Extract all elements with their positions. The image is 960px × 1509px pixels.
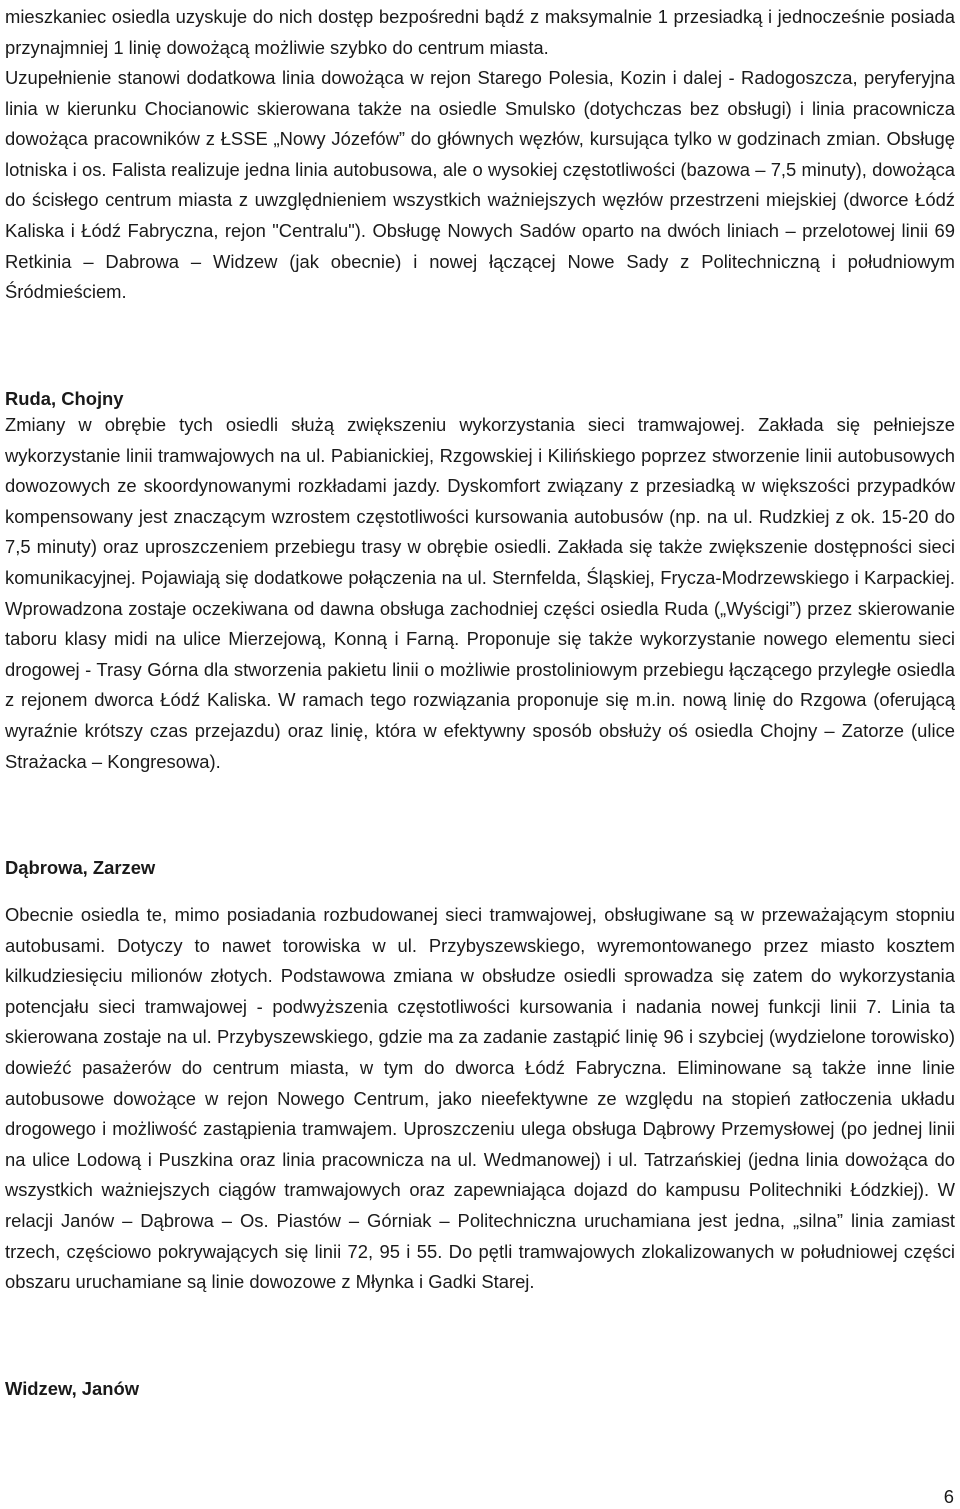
section-heading-dabrowa-zarzew: Dąbrowa, Zarzew: [5, 857, 156, 878]
paragraph-uzupelnienie: Uzupełnienie stanowi dodatkowa linia dowożąca w rejon Starego Polesia, Kozin i dalej - Radogoszcza, peryferyjna linia w kierunku Chocianowic skierowana także na osiedle Smulsko (dotychczas bez obsługi) i linia pracownicza dowożąca pracowników z ŁSSE „Nowy Józefów” do głównych węzłów, kursująca tylko w godzinach zmian. Obsługę lotniska i os. Falista realizuje jedna linia autobusowa, ale o wysokiej częstotliwości (bazowa – 7,5 minuty), dowożąca do ścisłego centrum miasta z uwzględnieniem wszystkich ważniejszych węzłów przestrzeni miejskiej (dworce Łódź Kaliska i Łódź Fabryczna, rejon "Centralu"). Obsługę Nowych Sadów oparto na dwóch liniach – przelotowej linii 69 Retkinia – Dabrowa – Widzew (jak obecnie) i nowej łączącej Nowe Sady z Politechniczną i południowym Śródmieściem.: [5, 67, 955, 303]
section-heading-ruda-chojny: Ruda, Chojny: [5, 388, 124, 409]
paragraph-dabrowa-zarzew: Obecnie osiedla te, mimo posiadania rozbudowanej sieci tramwajowej, obsługiwane są w przeważającym stopniu autobusami. Dotyczy to nawet torowiska w ul. Przybyszewskiego, wyremontowanego przez miasto kosztem kilkudziesięciu milionów złotych. Podstawowa zmiana w obsłudze osiedli sprowadza się zatem do wykorzystania potencjału sieci tramwajowej - podwyższenia częstotliwości kursowania i nadania nowej funkcji linii 7. Linia ta skierowana zostaje na ul. Przybyszewskiego, gdzie ma za zadanie zastąpić linię 96 i szybciej (wydzielone torowisko) dowieźć pasażerów do centrum miasta, w tym do dworca Łódź Fabryczna. Eliminowane są także inne linie autobusowe dowożące w rejon Nowego Centrum, jako nieefektywne ze względu na stopień zatłoczenia układu drogowego i możliwość zastąpienia tramwajem. Uproszczeniu ulega obsługa Dąbrowy Przemysłowej (po jednej linii na ulice Lodową i Puszkina oraz linia pracownicza na ul. Wedmanowej) i ul. Tatrzańskiej (jedna linia dowożąca do wszystkich ważniejszych ciągów tramwajowych oraz zapewniająca dojazd do kampusu Politechniki Łódzkiej). W relacji Janów – Dąbrowa – Os. Piastów – Górniak – Politechniczna uruchamiana jest jedna, „silna” linia zamiast trzech, częściowo pokrywających się linii 72, 95 i 55. Do pętli tramwajowych zlokalizowanych w południowej części obszaru uruchamiane są linie dowozowe z Młynka i Gadki Starej.: [5, 904, 955, 1293]
section-heading-widzew-janow: Widzew, Janów: [5, 1378, 140, 1399]
paragraph-ruda-chojny: Zmiany w obrębie tych osiedli służą zwiększeniu wykorzystania sieci tramwajowej. Zakłada się pełniejsze wykorzystanie linii tramwajowych na ul. Pabianickiej, Rzgowskiej i Kilińskiego poprzez stworzenie linii autobusowych dowozowych ze skoordynowanymi rozkładami jazdy. Dyskomfort związany z przesiadką w większości przypadków kompensowany jest znaczącym wzrostem częstotliwości kursowania autobusów (np. na ul. Rudzkiej z ok. 15-20 do 7,5 minuty) oraz uproszczeniem przebiegu trasy w obrębie osiedli. Zakłada się także zwiększenie dostępności sieci komunikacyjnej. Pojawiają się dodatkowe połączenia na ul. Sternfelda, Śląskiej, Frycza-Modrzewskiego i Karpackiej. Wprowadzona zostaje oczekiwana od dawna obsługa zachodniej części osiedla Ruda („Wyścigi”) przez skierowanie taboru klasy midi na ulice Mierzejową, Konną i Farną. Proponuje się także wykorzystanie nowego elementu sieci drogowej - Trasy Górna dla stworzenia pakietu linii o możliwie prostoliniowym przebiegu łączącego przyległe osiedla z rejonem dworca Łódź Kaliska. W ramach tego rozwiązania proponuje się m.in. nową linię do Rzgowa (oferującą wyraźnie krótszy czas przejazdu) oraz linię, która w efektywny sposób obsłuży oś osiedla Chojny – Zatorze (ulice Strażacka – Kongresowa).: [5, 414, 955, 772]
page-number: 6: [943, 1486, 954, 1507]
paragraph-intro: mieszkaniec osiedla uzyskuje do nich dostęp bezpośredni bądź z maksymalnie 1 przesiadką i jednocześnie posiada przynajmniej 1 linię dowożącą możliwie szybko do centrum miasta.: [5, 6, 955, 58]
